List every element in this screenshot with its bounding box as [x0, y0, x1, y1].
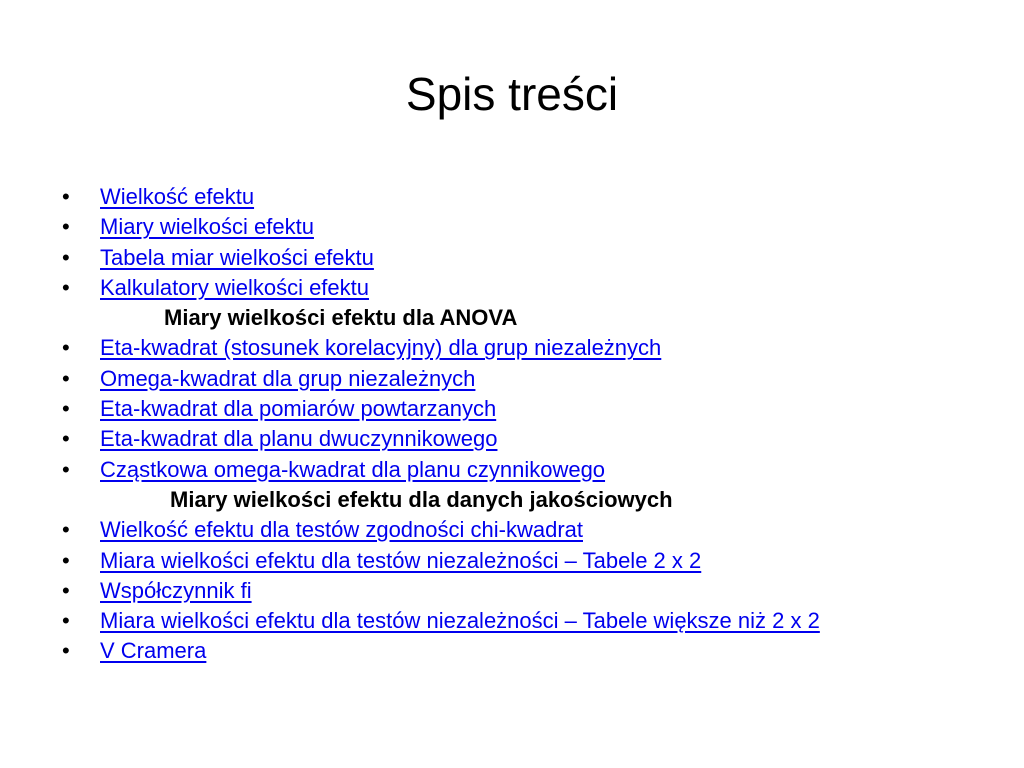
bullet-icon: •: [62, 244, 70, 270]
bullet-icon: •: [62, 638, 70, 664]
toc-item-tabele-2x2: [62, 546, 1002, 576]
toc-link[interactable]: V Cramera: [100, 638, 207, 664]
bullet-icon: •: [62, 517, 70, 543]
toc-link[interactable]: Wielkość efektu: [100, 184, 255, 209]
toc-item-czastkowa-omega: [62, 455, 1002, 485]
section-heading-text: Miary wielkości efektu dla danych jakościowych: [170, 486, 673, 512]
bullet-icon: •: [62, 426, 70, 452]
slide-title: Spis treści: [405, 68, 619, 120]
toc-link[interactable]: Miara wielkości efektu dla testów niezależności – Tabele większe niż 2 x 2: [100, 608, 820, 634]
toc-item-wielkosc-efektu: [62, 182, 1002, 212]
toc-item-miary-wielkosci-efektu: [62, 212, 1002, 242]
toc-link[interactable]: Eta-kwadrat dla planu dwuczynnikowego: [100, 426, 498, 452]
toc-link[interactable]: Wielkość efektu dla testów zgodności chi-kwadrat: [100, 517, 583, 543]
toc-item-chi-kwadrat: [62, 515, 1002, 545]
bullet-icon: •: [62, 608, 70, 634]
toc-item-eta-kwadrat-dwuczynnikowy: [62, 424, 1002, 454]
bullet-icon: •: [62, 214, 70, 240]
bullet-icon: •: [62, 335, 70, 361]
toc-link[interactable]: Eta-kwadrat dla pomiarów powtarzanych: [100, 396, 497, 422]
bullet-icon: •: [62, 274, 70, 300]
bullet-icon: •: [62, 396, 70, 422]
toc-link[interactable]: Kalkulatory wielkości efektu: [100, 274, 370, 300]
toc-item-wspolczynnik-fi: [62, 576, 1002, 606]
section-heading-anova: [62, 303, 1002, 333]
toc-item-eta-kwadrat-niezalezne: [62, 333, 1002, 363]
bullet-icon: •: [62, 547, 70, 573]
toc-link[interactable]: Współczynnik fi: [100, 577, 252, 603]
toc-link[interactable]: Miara wielkości efektu dla testów niezależności – Tabele 2 x 2: [100, 547, 702, 573]
bullet-icon: •: [62, 456, 70, 482]
toc-item-tabele-wieksze: [62, 606, 1002, 636]
bullet-icon: •: [62, 577, 70, 603]
toc-item-eta-kwadrat-powtarzane: [62, 394, 1002, 424]
section-heading-text: Miary wielkości efektu dla ANOVA: [164, 305, 518, 331]
toc-link[interactable]: Cząstkowa omega-kwadrat dla planu czynnikowego: [100, 456, 606, 482]
toc-item-v-cramera: [62, 636, 1002, 666]
toc-link[interactable]: Tabela miar wielkości efektu: [100, 244, 374, 270]
toc-item-omega-kwadrat: [62, 364, 1002, 394]
toc-link[interactable]: Eta-kwadrat (stosunek korelacyjny) dla grup niezależnych: [100, 335, 662, 361]
section-heading-jakosciowe: [62, 485, 1002, 515]
toc-link[interactable]: Omega-kwadrat dla grup niezależnych: [100, 365, 476, 391]
table-of-contents: [62, 182, 1002, 667]
bullet-icon: •: [62, 365, 70, 391]
toc-item-tabela-miar: [62, 243, 1002, 273]
bullet-icon: •: [62, 184, 70, 209]
toc-link[interactable]: Miary wielkości efektu: [100, 214, 314, 240]
toc-item-kalkulatory: [62, 273, 1002, 303]
